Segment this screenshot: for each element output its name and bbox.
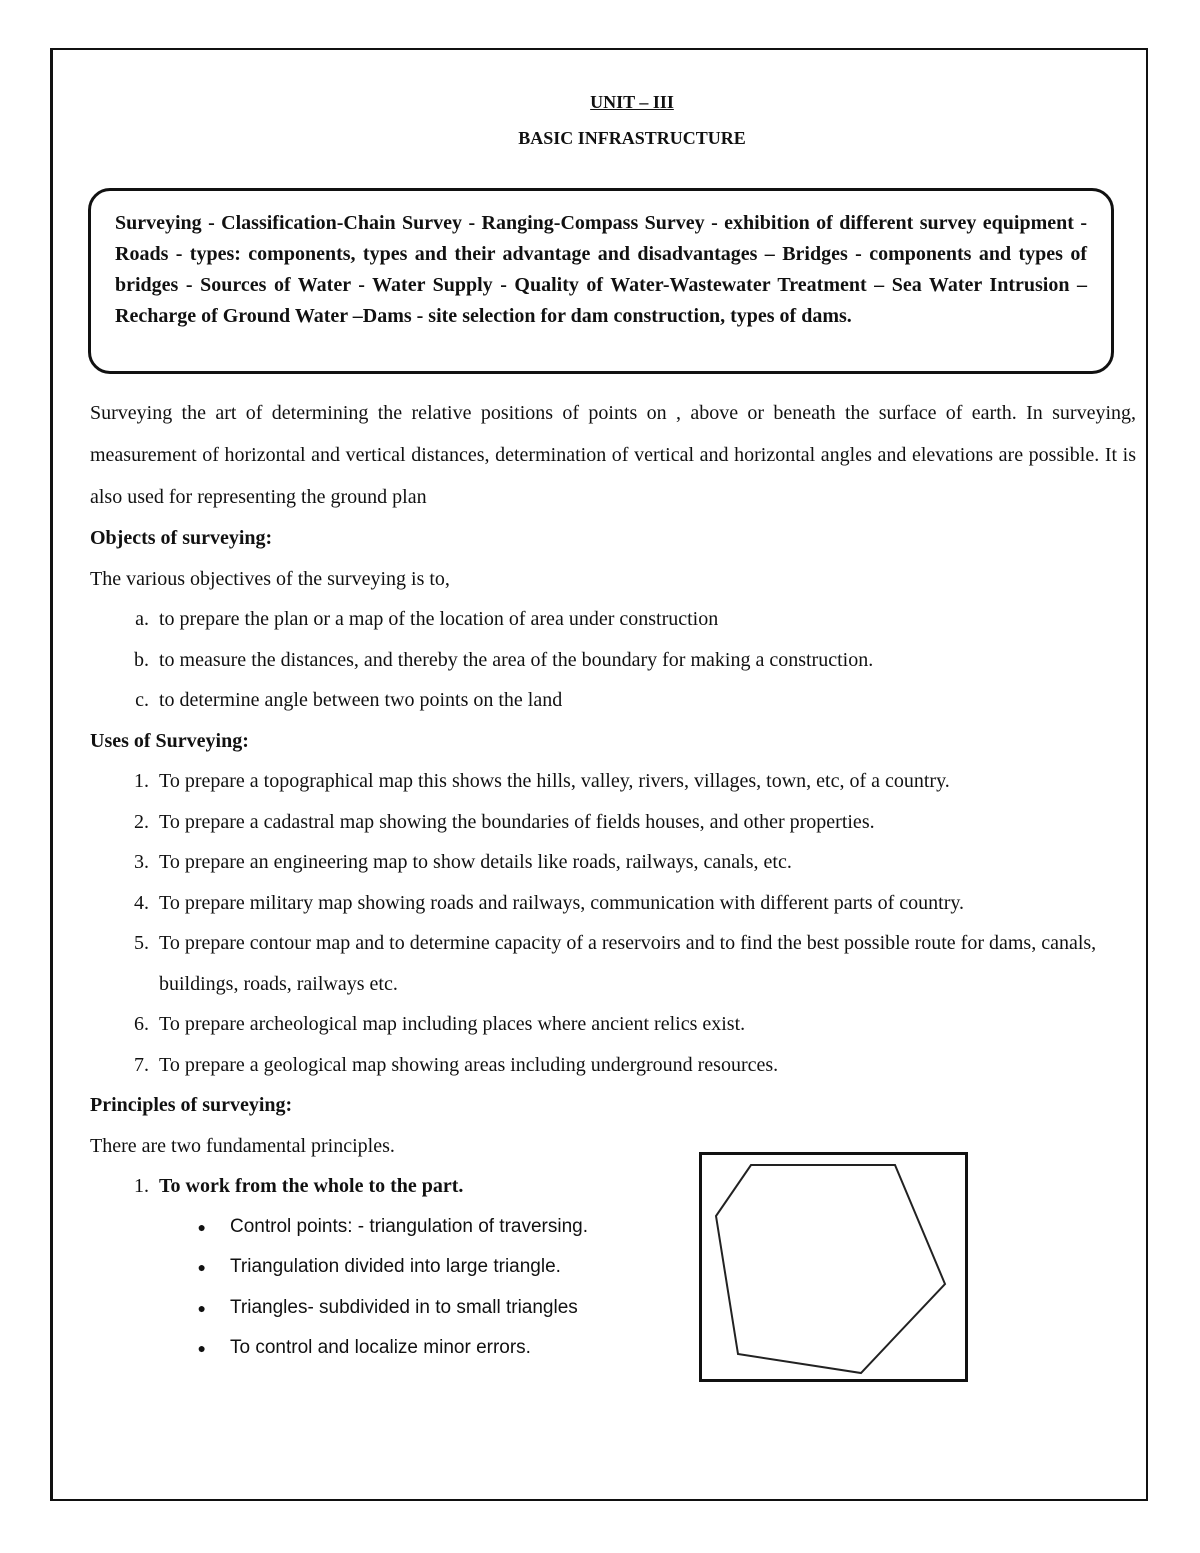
principles-lead: There are two fundamental principles. <box>90 1134 395 1157</box>
bullet-text: Triangulation divided into large triangle. <box>230 1256 561 1277</box>
list-marker: 4. <box>134 891 149 914</box>
list-marker: c. <box>135 689 149 711</box>
polygon-diagram <box>699 1152 968 1382</box>
list-item <box>90 599 1136 640</box>
list-item <box>90 802 1136 843</box>
bullet-text: Triangles- subdivided in to small triangles <box>230 1296 578 1318</box>
polygon-figure <box>702 1155 965 1379</box>
bullet-text: Control points: - triangulation of traversing. <box>230 1215 589 1237</box>
intro-paragraph: Surveying the art of determining the relative positions of points on , above or beneath the surface of earth. In surveying, measurement of horizontal and vertical distances, determination of vertical and horizontal angles and elevations are possible. It is also used for representing the ground plan <box>90 402 1136 508</box>
list-marker: 1. <box>134 770 149 792</box>
list-marker: 2. <box>134 810 149 833</box>
list-item <box>90 1045 1136 1086</box>
list-marker: 3. <box>134 851 149 873</box>
list-item <box>90 1004 1136 1045</box>
list-item-text: To prepare military map showing roads and railways, communication with different parts of country. <box>159 891 965 914</box>
list-item-text: To prepare contour map and to determine capacity of a reservoirs and to find the best possible route for dams, canals, buildings, roads, railways etc. <box>159 932 1097 995</box>
list-marker: 7. <box>134 1053 149 1076</box>
list-item-text: to measure the distances, and thereby the area of the boundary for making a construction. <box>159 648 874 671</box>
objects-heading: Objects of surveying: <box>90 527 273 549</box>
uses-list <box>90 761 1136 1085</box>
principles-heading: Principles of surveying: <box>90 1094 293 1116</box>
list-marker: a. <box>135 608 149 630</box>
list-item-text: To prepare a cadastral map showing the boundaries of fields houses, and other properties. <box>159 810 875 833</box>
list-item <box>90 680 1136 721</box>
list-item-text: To prepare an engineering map to show details like roads, railways, canals, etc. <box>159 851 792 873</box>
list-item <box>90 883 1136 924</box>
bullet-text: To control and localize minor errors. <box>230 1337 531 1358</box>
list-item-text: to determine angle between two points on the land <box>159 689 563 711</box>
list-item <box>90 923 1136 1004</box>
bullet-item <box>90 1207 1136 1248</box>
list-item-text: To prepare archeological map including places where ancient relics exist. <box>159 1013 746 1035</box>
bullet-item <box>90 1328 1136 1369</box>
list-item-text: to prepare the plan or a map of the location of area under construction <box>159 608 719 630</box>
unit-subtitle: BASIC INFRASTRUCTURE <box>518 128 746 148</box>
uses-heading: Uses of Surveying: <box>90 729 249 752</box>
unit-title: UNIT – III <box>590 92 674 112</box>
list-marker: 5. <box>134 932 149 954</box>
list-item <box>90 1166 1136 1207</box>
bullet-icon: ● <box>197 1299 206 1316</box>
bullet-item <box>90 1247 1136 1288</box>
bullet-icon: ● <box>197 1218 206 1235</box>
content <box>90 392 1136 1369</box>
objects-list <box>90 599 1136 721</box>
list-item-text: To prepare a geological map showing areas including underground resources. <box>159 1053 779 1076</box>
syllabus-box <box>88 188 1114 374</box>
list-item-text: To prepare a topographical map this shows the hills, valley, rivers, villages, town, etc, of a country. <box>159 770 950 792</box>
objects-lead: The various objectives of the surveying is to, <box>90 567 450 590</box>
list-item <box>90 842 1136 883</box>
list-marker: 6. <box>134 1013 149 1035</box>
bullet-icon: ● <box>197 1340 206 1356</box>
list-marker: 1. <box>134 1175 149 1197</box>
list-item <box>90 761 1136 802</box>
bullet-item <box>90 1288 1136 1329</box>
principles-list <box>90 1166 1136 1207</box>
survey-polygon <box>716 1165 945 1373</box>
list-item-text: To work from the whole to the part. <box>159 1175 464 1197</box>
principles-bullets <box>90 1207 1136 1369</box>
list-marker: b. <box>134 648 149 671</box>
syllabus-text: Surveying - Classification-Chain Survey - Ranging-Compass Survey - exhibition of different survey equipment -Roads - types: components, types and their advantage and disadvantages – Bridges - components and types of bridges - Sources of Water - Water Supply - Quality of Water-Wastewater Treatment – Sea Water Intrusion – Recharge of Ground Water –Dams - site selection for dam construction, types of dams. <box>115 212 1087 327</box>
bullet-icon: ● <box>197 1259 206 1275</box>
list-item <box>90 640 1136 681</box>
